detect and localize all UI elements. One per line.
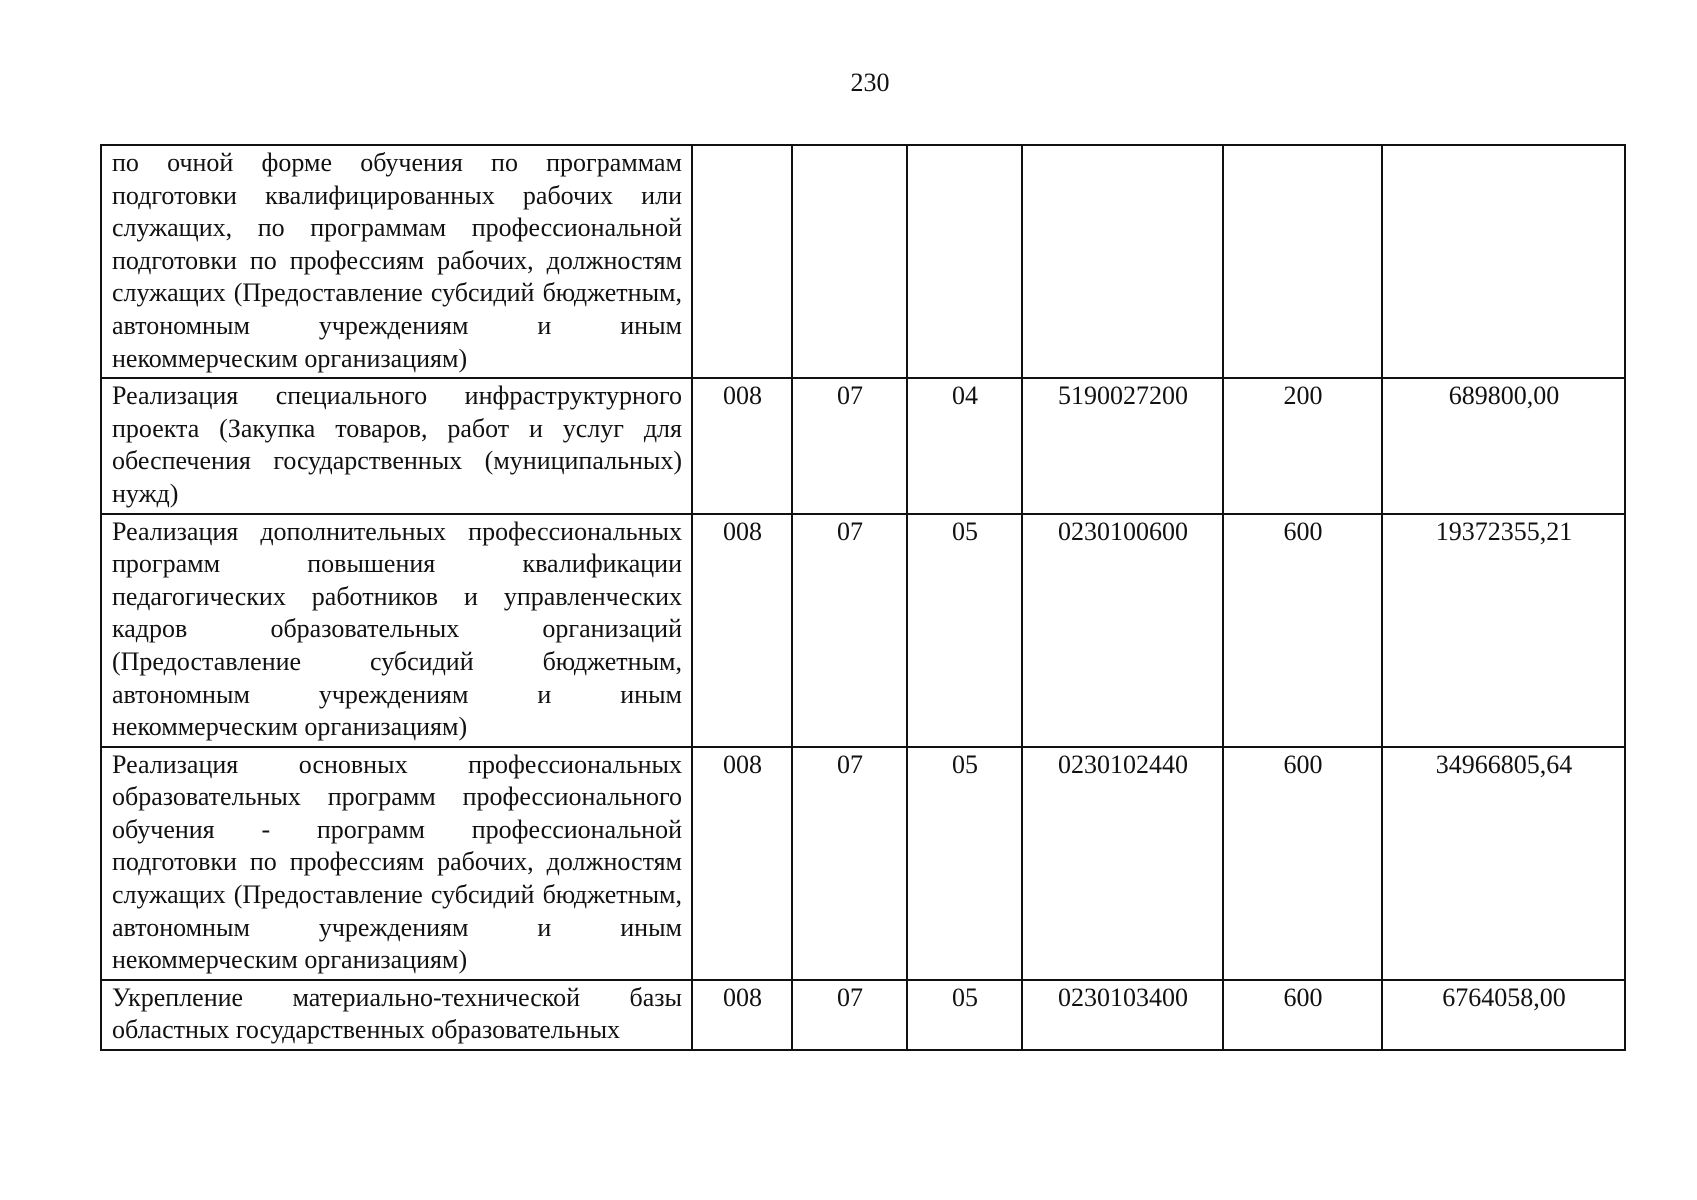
row-description: по очной форме обучения по программам подготовки квалифицированных рабочих или служащих, по программам профессиональной подготовки по профессиям рабочих, должностям служащих (Предоставление субсидий бюджетным, автономным учреждениям и иным некоммерческим организациям): [101, 145, 692, 378]
ministry-code-cell: [692, 145, 792, 378]
target-article-cell: 0230103400: [1022, 980, 1223, 1050]
table-row: [101, 747, 1625, 980]
amount-cell: [1382, 145, 1625, 378]
table-row: [101, 980, 1625, 1050]
target-article-cell: 5190027200: [1022, 378, 1223, 513]
ministry-code-cell: 008: [692, 514, 792, 747]
page-number: 230: [850, 68, 890, 97]
subsection-code-cell: 04: [907, 378, 1022, 513]
section-code-cell: 07: [792, 514, 907, 747]
subsection-code-cell: 05: [907, 980, 1022, 1050]
row-description: Реализация дополнительных профессиональных программ повышения квалификации педагогических работников и управленческих кадров образовательных организаций (Предоставление субсидий бюджетным, автономным учреждениям и иным некоммерческим организациям): [101, 514, 692, 747]
table-row: [101, 145, 1625, 378]
amount-cell: 689800,00: [1382, 378, 1625, 513]
section-code-cell: 07: [792, 747, 907, 980]
section-code-cell: [792, 145, 907, 378]
budget-table: [100, 144, 1626, 1051]
section-code-cell: 07: [792, 378, 907, 513]
amount-cell: 34966805,64: [1382, 747, 1625, 980]
subsection-code-cell: 05: [907, 747, 1022, 980]
ministry-code-cell: 008: [692, 980, 792, 1050]
expense-type-cell: 600: [1223, 747, 1382, 980]
amount-cell: 6764058,00: [1382, 980, 1625, 1050]
target-article-cell: [1022, 145, 1223, 378]
row-description: Укрепление материально-технической базы областных государственных образовательных: [101, 980, 692, 1050]
expense-type-cell: 600: [1223, 514, 1382, 747]
table-row: [101, 514, 1625, 747]
table-row: [101, 378, 1625, 513]
ministry-code-cell: 008: [692, 378, 792, 513]
expense-type-cell: 200: [1223, 378, 1382, 513]
subsection-code-cell: 05: [907, 514, 1022, 747]
ministry-code-cell: 008: [692, 747, 792, 980]
expense-type-cell: [1223, 145, 1382, 378]
expense-type-cell: 600: [1223, 980, 1382, 1050]
subsection-code-cell: [907, 145, 1022, 378]
target-article-cell: 0230102440: [1022, 747, 1223, 980]
amount-cell: 19372355,21: [1382, 514, 1625, 747]
row-description: Реализация специального инфраструктурного проекта (Закупка товаров, работ и услуг для обеспечения государственных (муниципальных) нужд): [101, 378, 692, 513]
row-description: Реализация основных профессиональных образовательных программ профессионального обучения - программ профессиональной подготовки по профессиям рабочих, должностям служащих (Предоставление субсидий бюджетным, автономным учреждениям и иным некоммерческим организациям): [101, 747, 692, 980]
section-code-cell: 07: [792, 980, 907, 1050]
target-article-cell: 0230100600: [1022, 514, 1223, 747]
